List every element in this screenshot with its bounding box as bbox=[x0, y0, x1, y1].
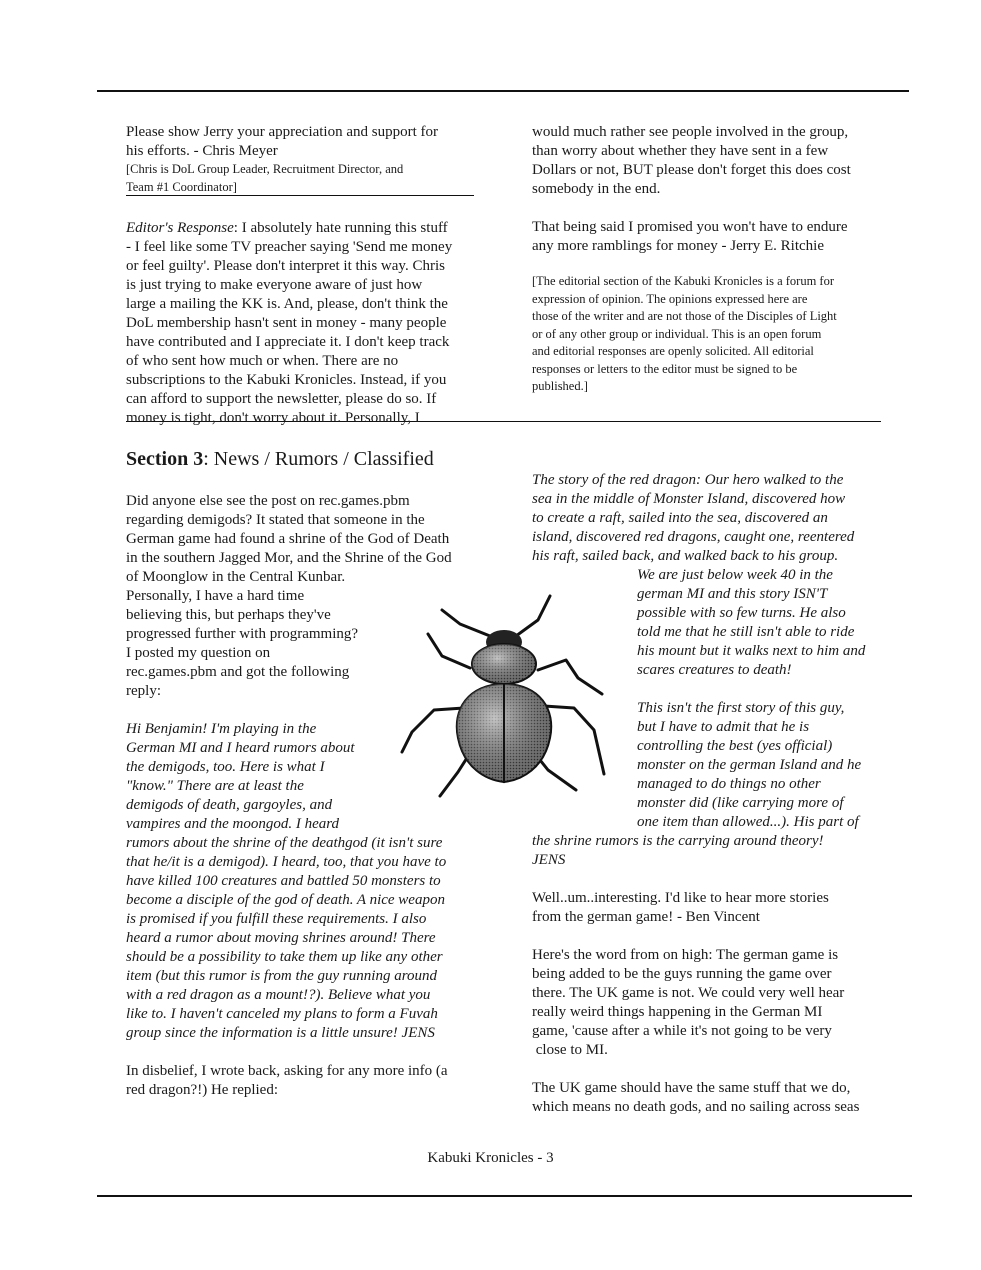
paragraph-line: That being said I promised you won't have to endure bbox=[532, 219, 848, 235]
editor-response-line: have contributed and I appreciate it. I don't keep track bbox=[126, 334, 450, 350]
uk-game-line: which means no death gods, and no sailing across seas bbox=[532, 1099, 860, 1115]
intro-line: German game had found a shrine of the God of Death bbox=[126, 531, 450, 547]
editor-response-line: can afford to support the newsletter, please do so. If bbox=[126, 391, 437, 407]
comment-line: Well..um..interesting. I'd like to hear more stories bbox=[532, 890, 829, 906]
disbelief-line: In disbelief, I wrote back, asking for any more info (a bbox=[126, 1063, 448, 1079]
editor-response-line: large a mailing the KK is. And, please, don't think the bbox=[126, 296, 448, 312]
paragraph-line: Dollars or not, BUT please don't forget this does cost bbox=[532, 162, 851, 178]
editorial-right-column bbox=[532, 123, 892, 396]
intro-line: progressed further with programming? bbox=[126, 626, 359, 642]
uk-game-line: The UK game should have the same stuff that we do, bbox=[532, 1080, 851, 1096]
editor-response-label: Editor's Response bbox=[126, 220, 234, 236]
intro-line: rec.games.pbm and got the following bbox=[126, 664, 350, 680]
paragraph-line: any more ramblings for money - Jerry E. Ritchie bbox=[532, 238, 825, 254]
page-footer: Kabuki Kronicles - 3 bbox=[427, 1150, 554, 1166]
intro-line: of Moonglow in the Central Kunbar. bbox=[126, 569, 346, 585]
editor-response-line: subscriptions to the Kabuki Kronicles. Instead, if you bbox=[126, 372, 447, 388]
paragraph-line: than worry about whether they have sent in a few bbox=[532, 143, 829, 159]
word-from-high-line: game, 'cause after a while it's not going to be very bbox=[532, 1023, 832, 1039]
red-dragon-story: The story of the red dragon: Our hero walked to the sea in the middle of Monster Island, discovered how to create a raft, sailed into the sea, discovered an island, discovered red dragons, caught one, reentered his raft, sailed back, and walked back to his group. We are just below week 40 in the german MI and this story ISN'T possible with so few turns. He also told me that he still isn't able to ride his mount but it walks next to him and scares creatures to death! This isn't the first story of this guy, but I have to admit that he is controlling the best (yes official) monster on the german Island and he managed to do things no other monster did (like carrying more of one item than allowed...). His part of the shrine rumors is the carrying around theory! JENS bbox=[532, 472, 866, 868]
editorial-disclaimer: [The editorial section of the Kabuki Kronicles is a forum for expression of opinion. The opinions expressed here are those of the writer and are not those of the Disciples of Light or of any other group or individual. This is an open forum and editorial responses are openly solicited. All editorial responses or letters to the editor must be signed to be published.] bbox=[532, 274, 837, 393]
intro-line: regarding demigods? It stated that someone in the bbox=[126, 512, 425, 528]
editor-response-line: DoL membership hasn't sent in money - many people bbox=[126, 315, 447, 331]
intro-line: in the southern Jagged Mor, and the Shrine of the God bbox=[126, 550, 452, 566]
editor-response-line: of who sent how much or when. There are no bbox=[126, 353, 399, 369]
top-rule bbox=[97, 90, 909, 92]
intro-line: believing this, but perhaps they've bbox=[126, 607, 331, 623]
word-from-high-line: really weird things happening in the German MI bbox=[532, 1004, 823, 1020]
paragraph-line: would much rather see people involved in the group, bbox=[532, 124, 849, 140]
editor-response-line: - I feel like some TV preacher saying 'Send me money bbox=[126, 239, 453, 255]
section-title: : News / Rumors / Classified bbox=[203, 448, 434, 470]
intro-line: Did anyone else see the post on rec.games.pbm bbox=[126, 493, 410, 509]
comment-line: from the german game! - Ben Vincent bbox=[532, 909, 760, 925]
editor-response-line: or feel guilty'. Please don't interpret it this way. Chris bbox=[126, 258, 445, 274]
jens-reply: Hi Benjamin! I'm playing in the German MI and I heard rumors about the demigods, too. Here is what I "know." There are at least the demigods of death, gargoyles, and vampires and the moongod. I heard rumors about the shrine of the deathgod (it isn't sure that he/it is a demigod). I heard, too, that you have to have killed 100 creatures and battled 50 monsters to become a disciple of the god of death. A nice weapon is promised if you fulfill these requirements. I also heard a rumor about moving shrines around! There should be a possibility to take them up like any other item (but this rumor is from the guy running around with a red dragon as a mount!?). Believe what you like to. I haven't canceled my plans to form a Fuvah group since the information is a little unsure! JENS bbox=[126, 721, 447, 1041]
section-heading bbox=[126, 448, 434, 471]
bottom-rule bbox=[97, 1195, 912, 1197]
author-note: Team #1 Coordinator] bbox=[126, 179, 237, 194]
paragraph-line: somebody in the end. bbox=[532, 181, 661, 197]
word-from-high-line: Here's the word from on high: The german game is bbox=[532, 947, 839, 963]
editor-response-line: money is tight, don't worry about it. Personally, I bbox=[126, 410, 420, 426]
word-from-high-line: close to MI. bbox=[532, 1042, 608, 1058]
section-label: Section 3 bbox=[126, 448, 204, 470]
intro-line: Personally, I have a hard time bbox=[126, 588, 305, 604]
word-from-high-line: there. The UK game is not. We could very well hear bbox=[532, 985, 845, 1001]
appeal-line: Please show Jerry your appreciation and support for bbox=[126, 124, 438, 140]
author-note: [Chris is DoL Group Leader, Recruitment Director, and bbox=[126, 162, 404, 176]
appeal-line: his efforts. - Chris Meyer bbox=[126, 143, 278, 159]
editor-response-line: is just trying to make everyone aware of just how bbox=[126, 277, 423, 293]
beetle-illustration bbox=[398, 590, 613, 805]
editorial-left-column bbox=[126, 123, 486, 428]
intro-line: reply: bbox=[126, 683, 161, 699]
disbelief-line: red dragon?!) He replied: bbox=[126, 1082, 279, 1098]
word-from-high-line: being added to be the guys running the game over bbox=[532, 966, 832, 982]
editor-response-line: Editor's Response: I absolutely hate running this stuff bbox=[126, 220, 448, 236]
intro-line: I posted my question on bbox=[126, 645, 271, 661]
